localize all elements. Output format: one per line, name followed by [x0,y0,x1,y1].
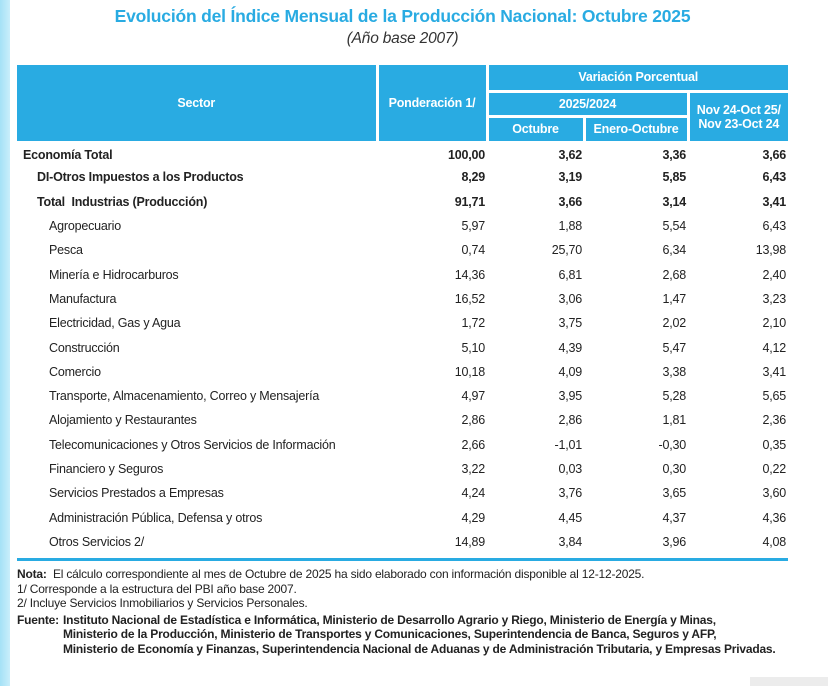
nov-cell: 3,60 [762,486,786,501]
sector-cell: Agropecuario [49,219,121,234]
left-edge-strip [0,0,10,686]
sector-cell: Financiero y Seguros [49,462,164,476]
fuente-lines [63,613,776,657]
production-index-table [17,65,788,554]
ponderacion-cell: 8,29 [461,170,485,185]
report-page [17,0,788,656]
enero-octubre-cell: 3,38 [662,364,686,379]
sector-cell: Alojamiento y Restaurantes [49,413,197,428]
octubre-cell: 3,95 [558,389,582,404]
ponderacion-cell: 1,72 [461,316,485,331]
table-row [17,311,788,335]
octubre-cell: 2,86 [558,413,582,428]
sector-cell: Comercio [49,364,101,379]
nov-cell: 3,23 [762,291,786,306]
nov-cell: 6,43 [762,219,786,234]
sector-cell: Manufactura [49,291,117,306]
ponderacion-cell: 4,29 [461,510,485,525]
header-octubre: Octubre [487,116,584,141]
table-row [17,457,788,481]
header-nov-period [688,91,788,141]
ponderacion-cell: 10,18 [454,364,485,379]
nov-cell: 13,98 [755,243,786,258]
enero-octubre-cell: 3,14 [662,194,686,209]
sector-cell: Economía Total [23,148,113,163]
footnote-1: 1/ Corresponde a la estructura del PBI año base 2007. [17,581,297,596]
octubre-cell: 4,09 [558,364,582,379]
header-variacion-porcentual: Variación Porcentual [487,65,788,91]
nota-line [17,567,788,582]
sector-cell: Minería e Hidrocarburos [49,267,179,282]
ponderacion-cell: 2,86 [461,413,485,428]
table-body [17,141,788,554]
enero-octubre-cell: 5,47 [662,340,686,355]
table-row [17,238,788,262]
octubre-cell: 3,84 [558,534,582,549]
octubre-cell: 3,19 [558,170,582,185]
page-title: Evolución del Índice Mensual de la Producción Nacional: Octubre 2025 [114,6,691,26]
nov-cell: 0,35 [762,437,786,452]
enero-octubre-cell: 5,28 [662,389,686,404]
table-row [17,165,788,189]
nov-cell: 2,36 [762,413,786,428]
corner-scrollbar-artifact [750,677,828,686]
table-row [17,214,788,238]
octubre-cell: 3,76 [558,486,582,501]
sector-cell: Otros Servicios 2/ [49,534,145,549]
header-ponderacion: Ponderación 1/ [377,65,487,141]
enero-octubre-cell: 1,47 [662,291,686,306]
octubre-cell: -1,01 [554,437,582,452]
enero-octubre-cell: 0,30 [662,462,686,476]
table-row [17,141,788,165]
enero-octubre-cell: 6,34 [662,243,686,258]
nov-cell: 0,22 [762,462,786,476]
nov-cell: 4,08 [762,534,786,549]
footnote-2: 2/ Incluye Servicios Inmobiliarios y Servicios Personales. [17,596,308,611]
table-row [17,360,788,384]
ponderacion-cell: 0,74 [461,243,485,258]
table-row [17,433,788,457]
nov-cell: 4,36 [762,510,786,525]
ponderacion-cell: 4,97 [461,389,485,404]
fuente-label: Fuente: [17,612,59,627]
enero-octubre-cell: 3,65 [662,486,686,501]
sector-cell: Telecomunicaciones y Otros Servicios de Información [49,437,336,452]
enero-octubre-cell: -0,30 [658,437,686,452]
octubre-cell: 1,88 [558,219,582,234]
fuente-line-3: Ministerio de Economía y Finanzas, Superintendencia Nacional de Aduanas y de Administración Tributaria, y Empresas Privadas. [63,641,776,656]
fuente-line-1: Instituto Nacional de Estadística e Informática, Ministerio de Desarrollo Agrario y Riego, Ministerio de Energía y Minas, [63,612,716,627]
header-enero-octubre: Enero-Octubre [584,116,688,141]
table-header [17,65,788,141]
enero-octubre-cell: 2,02 [662,316,686,331]
table-row [17,505,788,529]
sector-cell: Total Industrias (Producción) [37,194,208,209]
octubre-cell: 3,66 [558,194,582,209]
octubre-cell: 0,03 [558,462,582,476]
table-row [17,384,788,408]
table-row [17,190,788,214]
enero-octubre-cell: 3,36 [662,148,686,163]
octubre-cell: 3,75 [558,316,582,331]
header-nov-line2: Nov 23-Oct 24 [698,116,780,131]
table-row [17,287,788,311]
header-nov-line1: Nov 24-Oct 25/ [696,102,781,117]
table-row [17,408,788,432]
ponderacion-cell: 2,66 [461,437,485,452]
footnotes [17,567,788,656]
table-row [17,262,788,286]
octubre-cell: 3,62 [558,148,582,163]
enero-octubre-cell: 1,81 [662,413,686,428]
enero-octubre-cell: 5,85 [662,170,686,185]
enero-octubre-cell: 5,54 [662,219,686,234]
nov-cell: 3,41 [762,364,786,379]
ponderacion-cell: 14,89 [454,534,485,549]
header-sector: Sector [17,65,377,141]
fuente-block [17,613,788,657]
header-period-2025-2024: 2025/2024 [487,91,688,116]
ponderacion-cell: 16,52 [454,291,485,306]
fuente-line-2: Ministerio de la Producción, Ministerio de Transportes y Comunicaciones, Superintendencia de Banca, Seguros y AFP, [63,627,717,642]
ponderacion-cell: 5,97 [461,219,485,234]
ponderacion-cell: 4,24 [461,486,485,501]
nov-cell: 5,65 [762,389,786,404]
sector-cell: Construcción [49,340,120,355]
table-row [17,481,788,505]
ponderacion-cell: 100,00 [447,148,485,163]
nov-cell: 3,41 [762,194,786,209]
sector-cell: Transporte, Almacenamiento, Correo y Mensajería [49,389,320,404]
ponderacion-cell: 91,71 [454,194,485,209]
page-subtitle: (Año base 2007) [346,30,459,47]
octubre-cell: 25,70 [551,243,582,258]
table-bottom-rule [17,558,788,561]
sector-cell: Servicios Prestados a Empresas [49,486,224,501]
ponderacion-cell: 3,22 [461,462,485,476]
nov-cell: 2,10 [762,316,786,331]
octubre-cell: 6,81 [558,267,582,282]
enero-octubre-cell: 4,37 [662,510,686,525]
octubre-cell: 3,06 [558,291,582,306]
octubre-cell: 4,45 [558,510,582,525]
nov-cell: 3,66 [762,148,786,163]
ponderacion-cell: 5,10 [461,340,485,355]
table-row [17,335,788,359]
nov-cell: 2,40 [762,267,786,282]
nota-label: Nota: [17,567,47,582]
sector-cell: Pesca [49,243,83,258]
nov-cell: 6,43 [762,170,786,185]
octubre-cell: 4,39 [558,340,582,355]
sector-cell: Electricidad, Gas y Agua [49,316,181,331]
nov-cell: 4,12 [762,340,786,355]
nota-text: El cálculo correspondiente al mes de Octubre de 2025 ha sido elaborado con información disponible al 12-12-2025. [52,567,645,582]
ponderacion-cell: 14,36 [454,267,485,282]
enero-octubre-cell: 2,68 [662,267,686,282]
sector-cell: DI-Otros Impuestos a los Productos [37,170,244,185]
sector-cell: Administración Pública, Defensa y otros [49,510,263,525]
table-row [17,530,788,554]
enero-octubre-cell: 3,96 [662,534,686,549]
